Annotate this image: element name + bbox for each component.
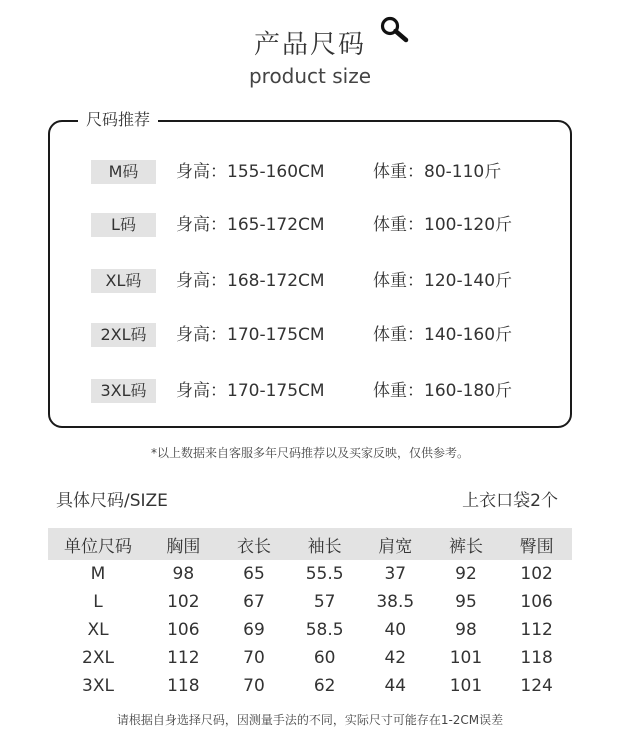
table-cell: 106 [520, 592, 553, 612]
table-header-row [48, 528, 572, 560]
size-tag: 3XL码 [91, 379, 156, 403]
table-cell: 124 [520, 676, 553, 696]
height-range: 身高：155-160CM [176, 162, 325, 182]
table-cell: 67 [243, 592, 265, 612]
table-cell: 42 [384, 648, 407, 668]
column-header: 袖长 [289, 528, 360, 560]
table-cell: 98 [172, 564, 195, 584]
table-cell: 118 [520, 648, 553, 668]
column-header: 肩宽 [360, 528, 431, 560]
table-cell: 2XL [82, 648, 114, 668]
recommend-row [0, 213, 620, 239]
column-header: 衣长 [219, 528, 290, 560]
table-cell: 62 [313, 676, 336, 696]
header [0, 24, 620, 61]
table-cell: 112 [520, 620, 553, 640]
weight-range: 体重：160-180斤 [373, 381, 513, 401]
table-cell: 60 [313, 648, 336, 668]
table-cell: 102 [167, 592, 200, 612]
table-cell: 44 [384, 676, 407, 696]
table-row [48, 644, 572, 672]
table-cell: 98 [455, 620, 477, 640]
table-cell: 69 [243, 620, 265, 640]
spec-title: 具体尺码/SIZE [56, 491, 168, 511]
column-header: 裤长 [431, 528, 502, 560]
table-cell: 65 [243, 564, 265, 584]
column-header: 臀围 [501, 528, 572, 560]
table-cell: 70 [243, 648, 265, 668]
search-icon [378, 15, 414, 45]
recommend-row [0, 160, 620, 186]
height-range: 身高：170-175CM [176, 325, 325, 345]
page-subtitle: product size [248, 64, 372, 88]
height-range: 身高：170-175CM [176, 381, 325, 401]
table-row [48, 588, 572, 616]
table-cell: 70 [243, 676, 265, 696]
table-cell: 92 [455, 564, 477, 584]
table-cell: 55.5 [305, 564, 344, 584]
table-cell: 106 [167, 620, 200, 640]
size-tag: M码 [91, 160, 156, 184]
weight-range: 体重：140-160斤 [373, 325, 513, 345]
table-cell: 112 [167, 648, 200, 668]
table-cell: 3XL [82, 676, 114, 696]
weight-range: 体重：100-120斤 [373, 215, 513, 235]
column-header: 胸围 [148, 528, 219, 560]
table-cell: 57 [313, 592, 336, 612]
recommend-row [0, 323, 620, 349]
table-row [48, 672, 572, 700]
height-range: 身高：168-172CM [176, 271, 325, 291]
table-cell: 58.5 [305, 620, 344, 640]
recommend-row [0, 379, 620, 405]
table-cell: 95 [455, 592, 477, 612]
weight-range: 体重：120-140斤 [373, 271, 513, 291]
measurement-note: 请根据自身选择尺码，因测量手法的不同，实际尺寸可能存在1-2CM误差 [116, 713, 504, 727]
table-cell: XL [87, 620, 109, 640]
size-tag: 2XL码 [91, 323, 156, 347]
table-cell: 101 [449, 648, 483, 668]
weight-range: 体重：80-110斤 [373, 162, 502, 182]
table-cell: 118 [167, 676, 200, 696]
table-cell: 38.5 [376, 592, 415, 612]
table-cell: 101 [449, 676, 483, 696]
pocket-note: 上衣口袋2个 [462, 491, 558, 511]
reference-note: *以上数据来自客服多年尺码推荐以及买家反映，仅供参考。 [150, 446, 469, 460]
size-tag: L码 [91, 213, 156, 237]
table-cell: 37 [384, 564, 407, 584]
table-cell: 40 [384, 620, 407, 640]
table-cell: L [93, 592, 103, 612]
table-cell: M [90, 564, 106, 584]
size-spec-table [48, 528, 572, 700]
table-cell: 102 [520, 564, 553, 584]
size-recommend-legend: 尺码推荐 [78, 108, 158, 132]
recommend-row [0, 269, 620, 295]
table-row [48, 616, 572, 644]
page-title: 产品尺码 [253, 30, 366, 60]
column-header: 单位尺码 [48, 528, 148, 560]
table-row [48, 560, 572, 588]
size-tag: XL码 [91, 269, 156, 293]
height-range: 身高：165-172CM [176, 215, 325, 235]
